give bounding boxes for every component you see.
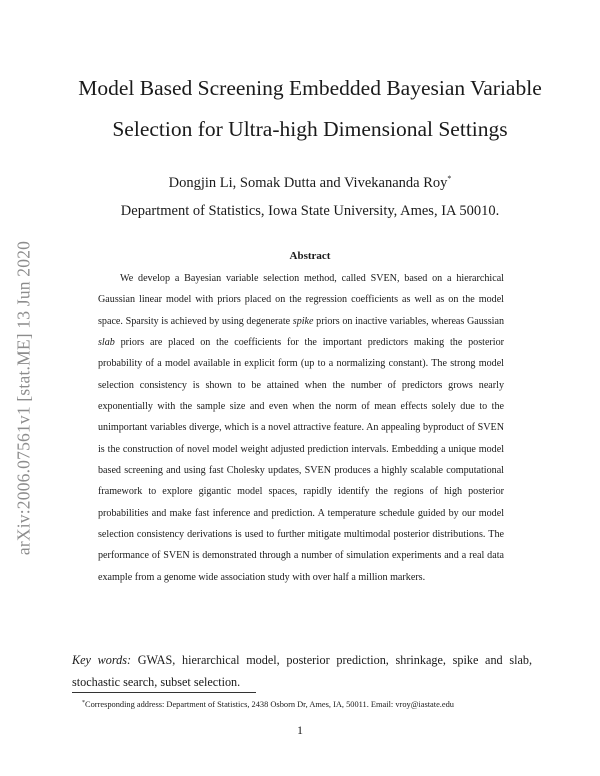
author-footnote-mark: * <box>447 174 452 183</box>
abstract-text-part-3: priors are placed on the coefficients for the important predictors making the posterior probability of a model available in explicit form (up to a normalizing constant). The strong model selection consistency is shown to be attained when the number of predictors grows nearly exponentially with the sample size and even when the norm of mean effects solely due to the unimportant variables diverge, which is a novel attractive feature. An appealing byproduct of SVEN is the construction of novel model weight adjusted prediction intervals. Embedding a unique model based screening and using fast Cholesky updates, SVEN produces a highly scalable computational framework to explore gigantic model spaces, rapidly identify the regions of high posterior probabilities and make fast inference and prediction. A temperature schedule guided by our model selection consistency derivations is used to further mitigate multimodal posterior distributions. The performance of SVEN is demonstrated through a number of simulation experiments and a real data example from a genome wide association study with over half a million markers. <box>98 337 504 583</box>
abstract-text-part-2: priors on inactive variables, whereas Gaussian <box>313 315 504 327</box>
abstract-spike-term: spike <box>292 315 314 327</box>
paper-title: Model Based Screening Embedded Bayesian Variable Selection for Ultra-high Dimensional Settings <box>78 76 542 141</box>
footnote-divider <box>72 692 256 693</box>
footnote-text: Corresponding address: Department of Statistics, 2438 Osborn Dr, Ames, IA, 50011. Email: vroy@iastate.edu <box>85 700 454 709</box>
page-number: 1 <box>297 723 303 737</box>
author-list <box>60 169 560 193</box>
arxiv-side-stamp <box>6 208 42 588</box>
keywords-section <box>72 649 532 693</box>
abstract-body <box>98 268 504 588</box>
footnote-mark: * <box>82 700 85 706</box>
keywords-text: GWAS, hierarchical model, posterior prediction, shrinkage, spike and slab, stochastic search, subset selection. <box>72 653 533 689</box>
affiliation: Department of Statistics, Iowa State University, Ames, IA 50010. <box>120 203 500 219</box>
abstract-heading: Abstract <box>289 250 331 262</box>
authors-text: Dongjin Li, Somak Dutta and Vivekananda Roy <box>168 175 448 191</box>
abstract-slab-term: slab <box>98 337 115 349</box>
abstract-text-part-1: We develop a Bayesian variable selection method, called SVEN, based on a hierarchical Gaussian linear model with priors placed on the regression coefficients as well as on the model space. Sparsity is achieved by using degenerate <box>98 273 504 327</box>
keywords-label: Key words: <box>72 653 132 667</box>
footnote <box>82 697 542 711</box>
arxiv-identifier[interactable]: arXiv:2006.07561v1 [stat.ME] 13 Jun 2020 <box>13 240 34 556</box>
